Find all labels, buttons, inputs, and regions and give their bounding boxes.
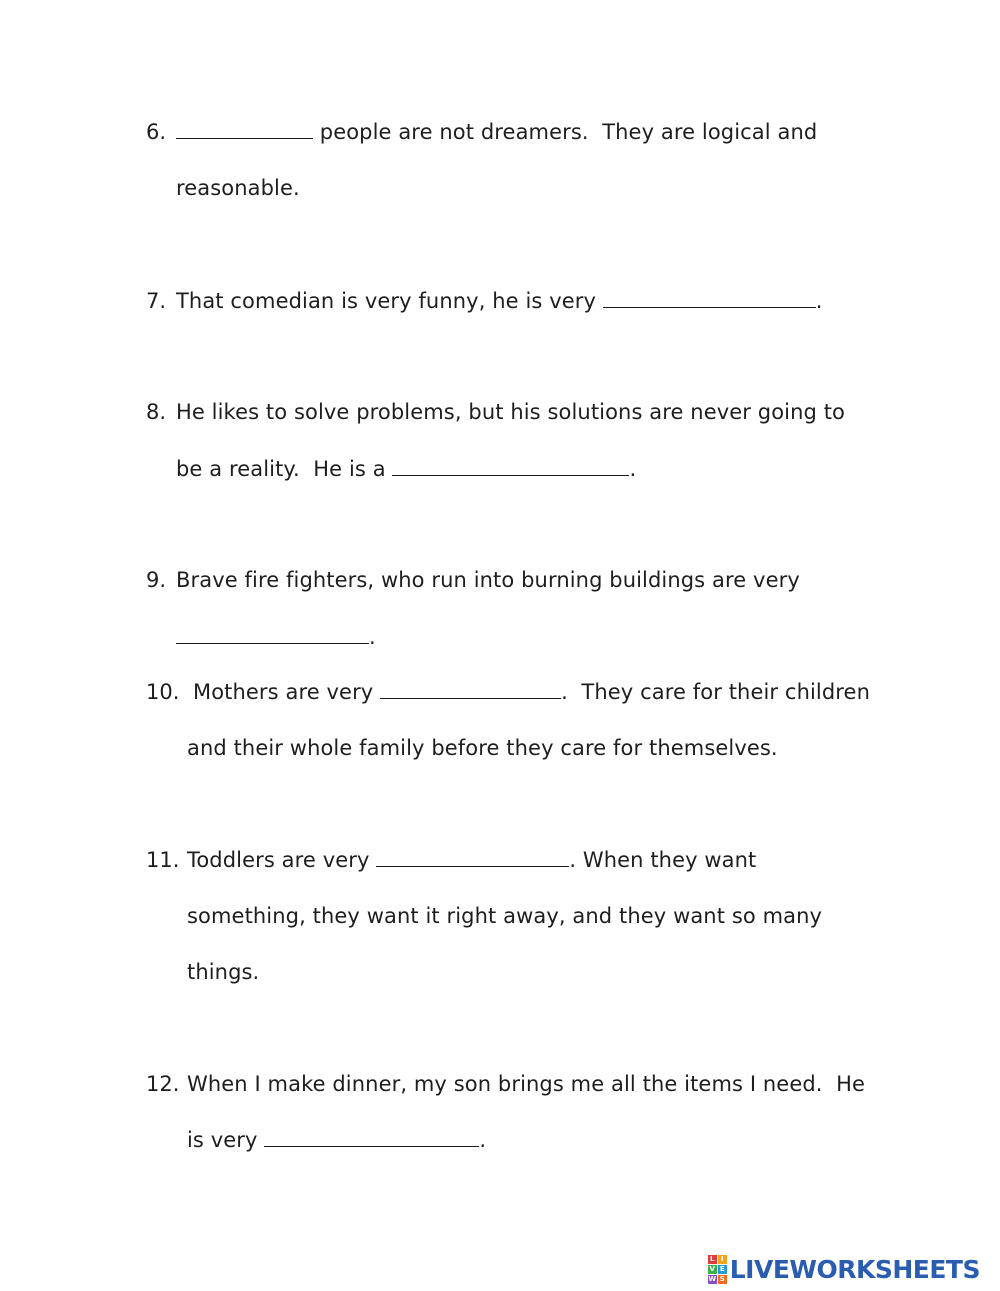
logo-block: V xyxy=(709,1265,715,1273)
item-7-line-1: That comedian is very funny, he is very . xyxy=(176,289,823,313)
item-7-number: 7. xyxy=(146,289,167,313)
item-9-number: 9. xyxy=(146,568,167,592)
item-6-blank[interactable] xyxy=(176,119,313,139)
item-11-line-1: Toddlers are very . When they want xyxy=(187,848,757,872)
item-10-line-1: Mothers are very . They care for their children xyxy=(193,680,870,704)
logo-text: LIVEWORKSHEETS xyxy=(729,1255,980,1284)
item-9-blank[interactable] xyxy=(176,624,369,644)
item-10-number: 10. xyxy=(146,680,180,704)
item-7-blank[interactable] xyxy=(603,288,816,308)
item-11-line-3: things. xyxy=(187,960,260,984)
item-8-number: 8. xyxy=(146,400,167,424)
item-8-line-1: He likes to solve problems, but his solutions are never going to xyxy=(176,400,846,424)
item-12-line-2: is very . xyxy=(187,1128,487,1152)
logo-mark-icon xyxy=(708,1255,727,1284)
item-8-blank[interactable] xyxy=(392,456,629,476)
logo-block: E xyxy=(718,1265,727,1274)
item-10-line-2: and their whole family before they care for themselves. xyxy=(187,736,778,760)
item-12-blank[interactable] xyxy=(264,1127,479,1147)
liveworksheets-logo xyxy=(708,1255,980,1284)
item-11-blank[interactable] xyxy=(376,847,569,867)
item-12-number: 12. xyxy=(146,1072,180,1096)
logo-block: I xyxy=(718,1255,727,1264)
item-10-blank[interactable] xyxy=(380,679,561,699)
item-9-line-1: Brave fire fighters, who run into burning buildings are very xyxy=(176,568,800,592)
item-6-line-2: reasonable. xyxy=(176,176,300,200)
item-11-line-2: something, they want it right away, and they want so many xyxy=(187,904,823,928)
item-12-line-1: When I make dinner, my son brings me all the items I need. He xyxy=(187,1072,866,1096)
logo-block: S xyxy=(719,1275,725,1283)
item-6-number: 6. xyxy=(146,120,167,144)
item-6-line-1: people are not dreamers. They are logical and xyxy=(176,118,817,146)
logo-block: W xyxy=(708,1275,717,1283)
item-9-line-2: . xyxy=(176,623,376,651)
logo-block: L xyxy=(708,1255,717,1264)
item-11-number: 11. xyxy=(146,848,180,872)
item-8-line-2: be a reality. He is a . xyxy=(176,457,637,481)
